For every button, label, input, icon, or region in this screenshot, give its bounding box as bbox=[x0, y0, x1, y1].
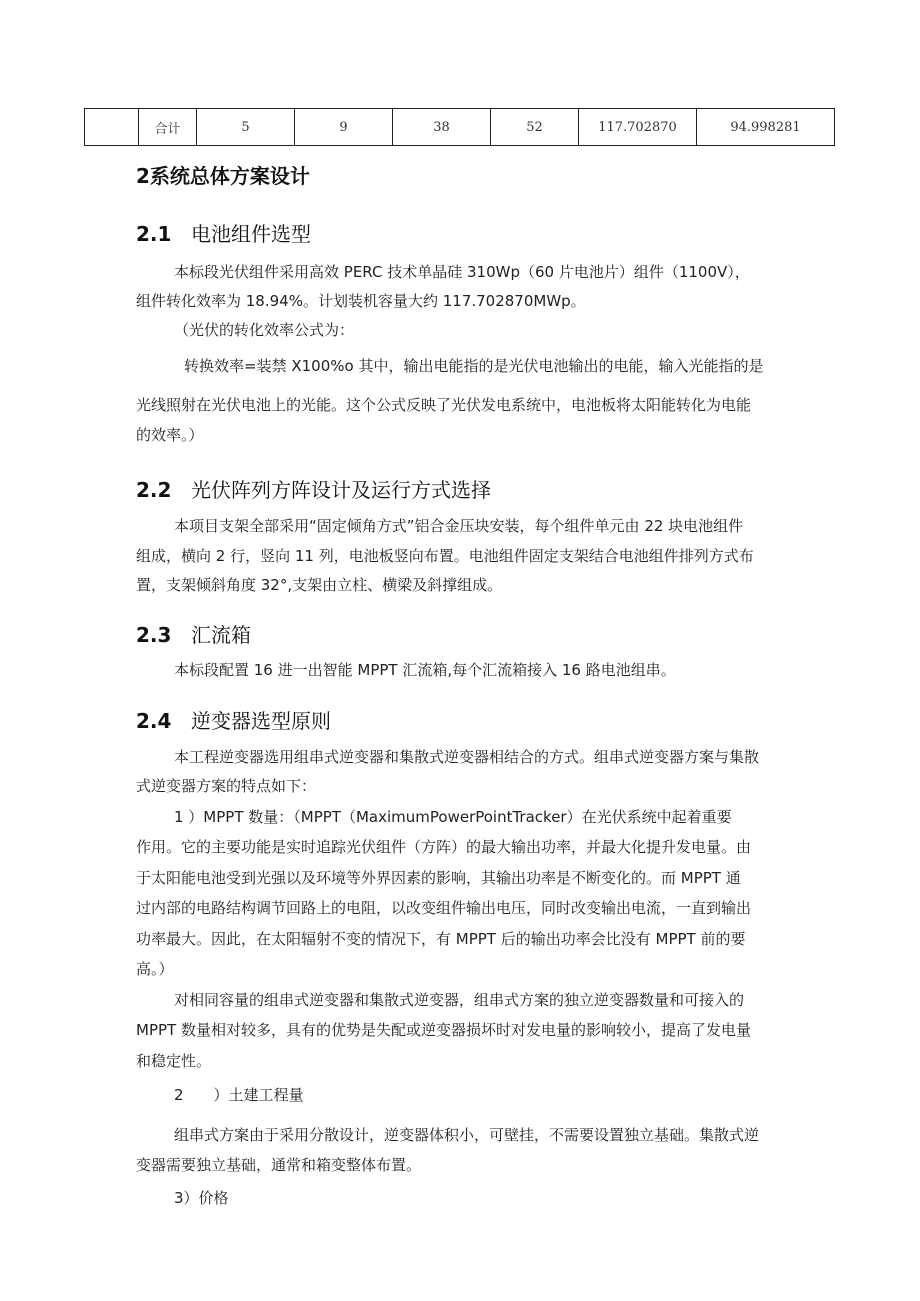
paragraph-line: （光伏的转化效率公式为： bbox=[174, 321, 355, 339]
section-number: 2.3 bbox=[136, 623, 172, 647]
paragraph-line: 作用。它的主要功能是实时追踪光伏组件（方阵）的最大输出功率，并最大化提升发电量。由 bbox=[136, 838, 752, 856]
paragraph-line: MPPT 数量相对较多，具有的优势是失配或逆变器损坏时对发电量的影响较小，提高了发电量 bbox=[136, 1021, 751, 1039]
summary-table bbox=[84, 108, 835, 146]
section-title: 电池组件选型 bbox=[191, 222, 311, 246]
paragraph-line: 本工程逆变器选用组串式逆变器和集散式逆变器相结合的方式。组串式逆变器方案与集散 bbox=[174, 748, 760, 766]
section-heading-2-2 bbox=[136, 474, 491, 503]
chapter-heading: 2系统总体方案设计 bbox=[136, 164, 310, 188]
section-heading-2-4 bbox=[136, 705, 331, 734]
paragraph-line: 3）价格 bbox=[174, 1189, 229, 1207]
table-cell: 117.702870 bbox=[579, 109, 697, 146]
paragraph-line: 组件转化效率为 18.94%。计划装机容量大约 117.702870MWp。 bbox=[136, 292, 586, 310]
table-cell-label: 合计 bbox=[139, 109, 197, 146]
paragraph-line: 式逆变器方案的特点如下： bbox=[136, 777, 317, 795]
table-row-total bbox=[85, 109, 835, 146]
section-title: 光伏阵列方阵设计及运行方式选择 bbox=[191, 478, 491, 502]
paragraph-line: 的效率。） bbox=[136, 426, 204, 444]
paragraph-line: 组串式方案由于采用分散设计，逆变器体积小，可壁挂，不需要设置独立基础。集散式逆 bbox=[174, 1126, 760, 1144]
paragraph-line: 2 ）土建工程量 bbox=[174, 1086, 304, 1104]
table-cell: 94.998281 bbox=[697, 109, 835, 146]
paragraph-line: 对相同容量的组串式逆变器和集散式逆变器，组串式方案的独立逆变器数量和可接入的 bbox=[174, 991, 745, 1009]
paragraph-line: 本标段光伏组件采用高效 PERC 技术单晶硅 310Wp（60 片电池片）组件（1100V）， bbox=[174, 263, 750, 281]
table-cell: 38 bbox=[393, 109, 491, 146]
paragraph-line: 和稳定性。 bbox=[136, 1052, 212, 1070]
section-heading-2-3 bbox=[136, 619, 251, 648]
section-number: 2.1 bbox=[136, 222, 172, 246]
paragraph-line: 组成，横向 2 行，竖向 11 列，电池板竖向布置。电池组件固定支架结合电池组件排列方式布 bbox=[136, 547, 754, 565]
paragraph-line: 过内部的电路结构调节回路上的电阻，以改变组件输出电压，同时改变输出电流，一直到输出 bbox=[136, 899, 752, 917]
section-number: 2.2 bbox=[136, 478, 172, 502]
section-title: 逆变器选型原则 bbox=[191, 709, 331, 733]
paragraph-line: 高。） bbox=[136, 960, 174, 978]
paragraph-line: 置，支架倾斜角度 32°,支架由立柱、横梁及斜撑组成。 bbox=[136, 576, 503, 594]
table-cell: 5 bbox=[197, 109, 295, 146]
table-cell: 52 bbox=[491, 109, 579, 146]
paragraph-line: 功率最大。因此，在太阳辐射不变的情况下，有 MPPT 后的输出功率会比没有 MPPT 前的要 bbox=[136, 930, 746, 948]
paragraph-line: 本标段配置 16 进一出智能 MPPT 汇流箱,每个汇流箱接入 16 路电池组串。 bbox=[174, 661, 676, 679]
paragraph-line: 本项目支架全部采用“固定倾角方式”铝合金压块安装，每个组件单元由 22 块电池组件 bbox=[174, 517, 744, 535]
paragraph-line: 光线照射在光伏电池上的光能。这个公式反映了光伏发电系统中，电池板将太阳能转化为电能 bbox=[136, 396, 752, 414]
section-heading-2-1 bbox=[136, 218, 311, 247]
table-cell: 9 bbox=[295, 109, 393, 146]
paragraph-line: 1 ）MPPT 数量：（MPPT（MaximumPowerPointTracker）在光伏系统中起着重要 bbox=[174, 808, 732, 826]
table-cell bbox=[85, 109, 139, 146]
section-number: 2.4 bbox=[136, 709, 172, 733]
paragraph-line: 转换效率=装禁 X100%o 其中，输出电能指的是光伏电池输出的电能，输入光能指的是 bbox=[184, 357, 764, 375]
paragraph-line: 变器需要独立基础，通常和箱变整体布置。 bbox=[136, 1156, 422, 1174]
section-title: 汇流箱 bbox=[191, 623, 251, 647]
paragraph-line: 于太阳能电池受到光强以及环境等外界因素的影响，其输出功率是不断变化的。而 MPPT 通 bbox=[136, 869, 741, 887]
